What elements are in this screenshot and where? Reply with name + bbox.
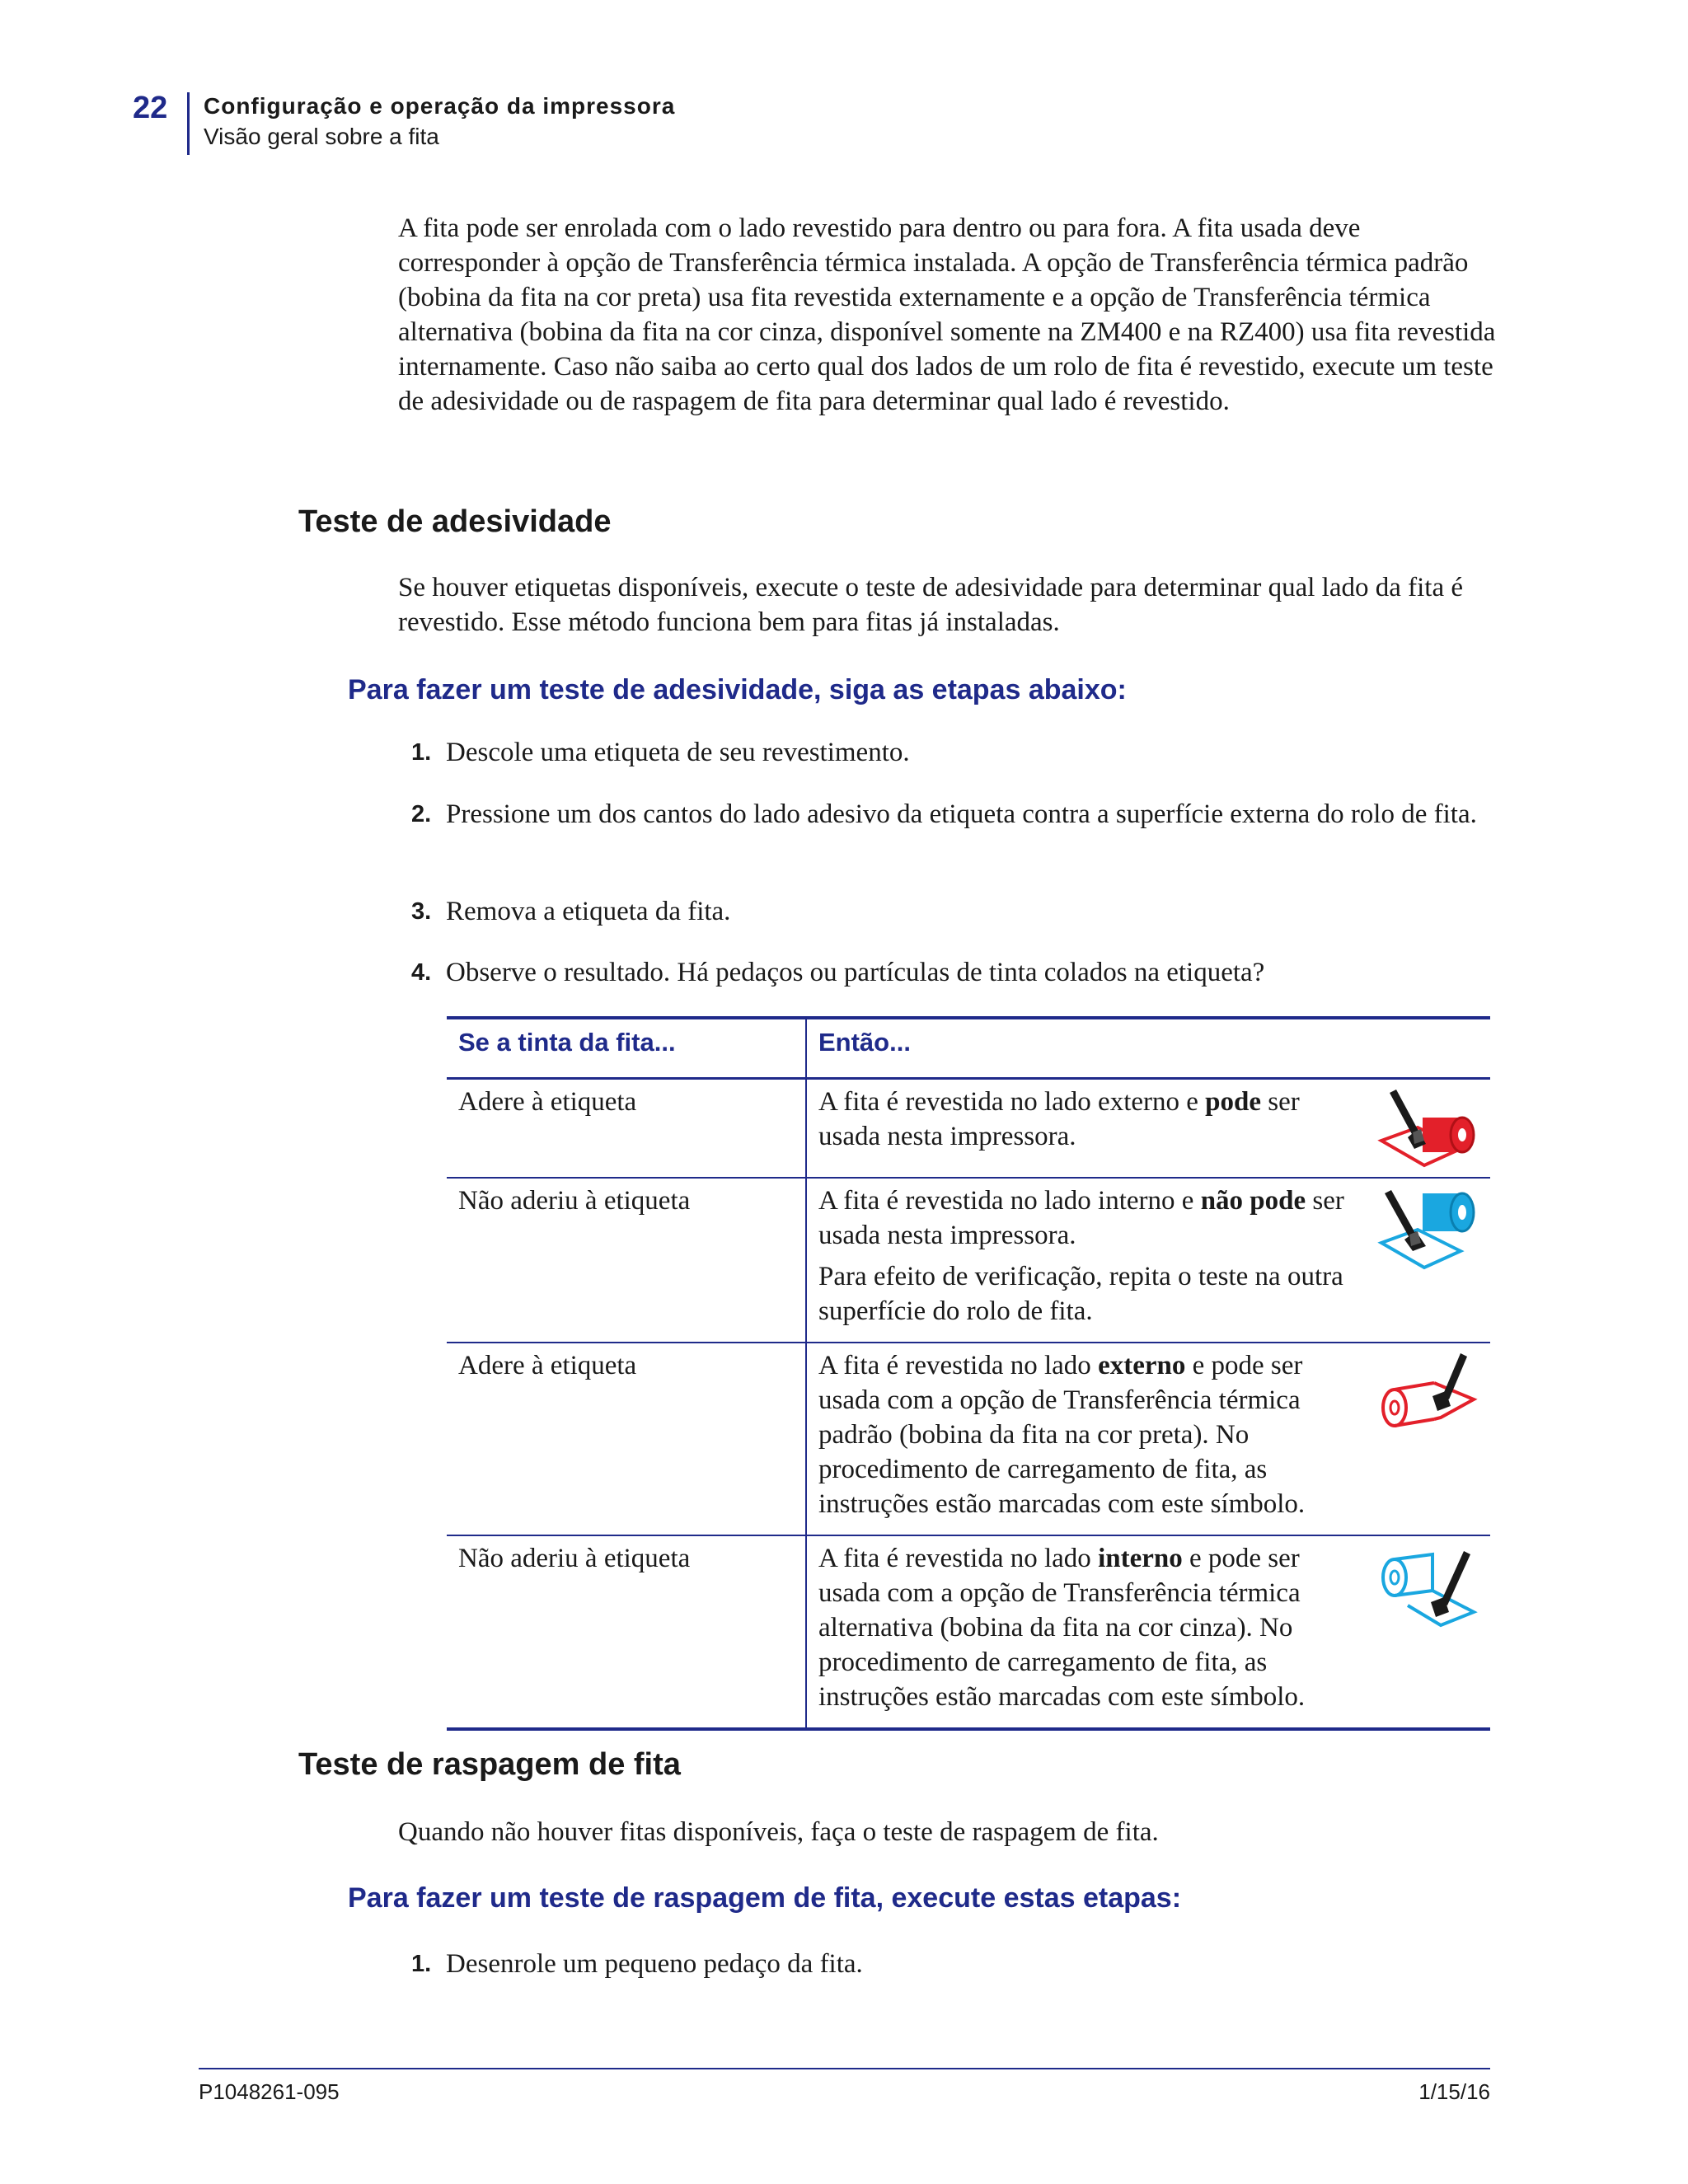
blue-ribbon-inside-icon: [1375, 1185, 1482, 1276]
condition-cell: Não aderiu à etiqueta: [447, 1178, 806, 1343]
step-item: [398, 735, 1503, 770]
procedure-title-adhesive: Para fazer um teste de adesividade, siga as etapas abaixo:: [348, 674, 1127, 705]
column-header-condition: Se a tinta da fita...: [447, 1018, 806, 1079]
step-text: Pressione um dos cantos do lado adesivo da etiqueta contra a superfície externa do rolo de fita.: [446, 799, 1477, 829]
result-note: Para efeito de verificação, repita o teste na outra superfície do rolo de fita.: [818, 1261, 1343, 1326]
step-item: [398, 955, 1503, 990]
table-row: [447, 1079, 1490, 1178]
step-number: 4.: [411, 959, 432, 986]
table-row: [447, 1535, 1490, 1729]
footer-rule: [199, 2068, 1490, 2069]
header-divider: [187, 92, 190, 155]
step-number: 3.: [411, 898, 432, 925]
heading-scratch-test: Teste de raspagem de fita: [298, 1747, 681, 1782]
step-number: 1.: [411, 1951, 432, 1977]
table-row: [447, 1178, 1490, 1343]
intro-paragraph: A fita pode ser enrolada com o lado revestido para dentro ou para fora. A fita usada deve corresponder à opção de Transferência térmica instalada. A opção de Transferência térmica padrão (bobina da fita na cor preta) usa fita revestida externamente e a opção de Transferência térmica alternativa (bobina da fita na cor cinza, disponível somente na ZM400 e na RZ400) usa fita revestida internamente. Caso não saiba ao certo qual dos lados de um rolo de fita é revestido, execute um teste de adesividade ou de raspagem de fita para determinar qual lado é revestido.: [398, 213, 1496, 416]
result-text: A fita é revestida no lado interno e não pode ser usada nesta impressora. Para efeito de verificação, repita o teste na outra superfície do rolo de fita.: [818, 1183, 1346, 1329]
step-item: [398, 1947, 1503, 1981]
document-number: P1048261-095: [199, 2079, 340, 2104]
step-number: 1.: [411, 739, 432, 766]
result-text: A fita é revestida no lado externo e pode ser usada com a opção de Transferência térmica padrão (bobina da fita na cor preta). No procedimento de carregamento de fita, as instruções estão marcadas com este símbolo.: [818, 1350, 1306, 1519]
result-cell: [806, 1535, 1490, 1729]
publication-date: 1/15/16: [1418, 2079, 1490, 2104]
table-row: [447, 1343, 1490, 1535]
adhesive-results-table: [447, 1016, 1490, 1731]
adhesive-test-paragraph: Se houver etiquetas disponíveis, execute o teste de adesividade para determinar qual lado da fita é revestido. Esse método funciona bem para fitas já instaladas.: [398, 573, 1464, 637]
step-item: [398, 894, 1503, 929]
red-ribbon-coated-outside-symbol: [1375, 1350, 1482, 1441]
result-cell: [806, 1178, 1490, 1343]
step-text: Descole uma etiqueta de seu revestimento.: [446, 738, 910, 767]
result-cell: [806, 1343, 1490, 1535]
procedure-title-scratch: Para fazer um teste de raspagem de fita, execute estas etapas:: [348, 1882, 1182, 1914]
condition-cell: Adere à etiqueta: [447, 1343, 806, 1535]
heading-adhesive-test: Teste de adesividade: [298, 504, 612, 539]
chapter-title: Configuração e operação da impressora: [204, 93, 676, 119]
section-title: Visão geral sobre a fita: [204, 124, 439, 149]
scratch-test-paragraph: Quando não houver fitas disponíveis, faça o teste de raspagem de fita.: [398, 1817, 1159, 1847]
result-cell: [806, 1079, 1490, 1178]
step-item: [398, 797, 1503, 832]
step-text: Remova a etiqueta da fita.: [446, 897, 731, 926]
column-header-result: Então...: [806, 1018, 1490, 1079]
red-ribbon-outside-icon: [1375, 1086, 1482, 1177]
step-text: Desenrole um pequeno pedaço da fita.: [446, 1949, 863, 1979]
page-number: 22: [133, 91, 168, 125]
result-text: A fita é revestida no lado interno e pode ser usada com a opção de Transferência térmica alternativa (bobina da fita na cor cinza). No procedimento de carregamento de fita, as instruções estão marcadas com este símbolo.: [818, 1543, 1306, 1712]
condition-cell: Não aderiu à etiqueta: [447, 1535, 806, 1729]
result-text: A fita é revestida no lado externo e pode ser usada nesta impressora.: [818, 1087, 1300, 1151]
condition-cell: Adere à etiqueta: [447, 1079, 806, 1178]
table-header-row: [447, 1018, 1490, 1079]
step-number: 2.: [411, 801, 432, 827]
step-text: Observe o resultado. Há pedaços ou partículas de tinta colados na etiqueta?: [446, 958, 1265, 987]
blue-ribbon-coated-inside-symbol: [1375, 1543, 1482, 1633]
